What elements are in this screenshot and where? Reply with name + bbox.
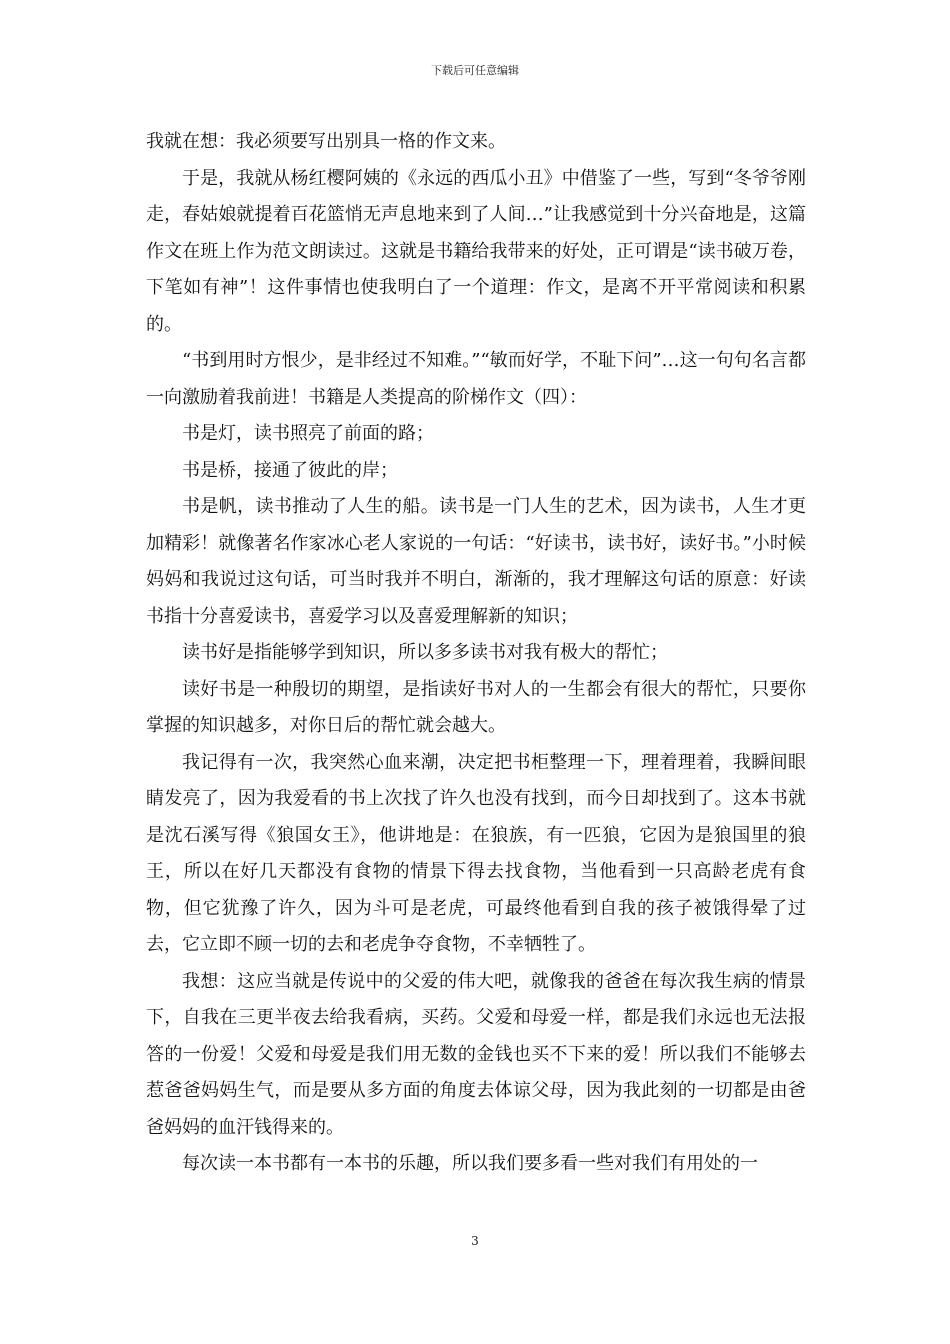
paragraph-10: 我想：这应当就是传说中的父爱的伟大吧，就像我的爸爸在每次我生病的情景下，自我在三更半夜去给我看病，买药。父爱和母爱一样，都是我们永远也无法报答的一份爱！父爱和母爱是我们用无数的金钱也买不下来的爱！所以我们不能够去惹爸爸妈妈生气，而是要从多方面的角度去体谅父母，因为我此刻的一切都是由爸爸妈妈的血汗钱得来的。 bbox=[146, 970, 806, 1138]
paragraph-1: 我就在想：我必须要写出别具一格的作文来。 bbox=[146, 131, 506, 152]
paragraph-4: 书是灯，读书照亮了前面的路； bbox=[182, 423, 434, 444]
paragraph-2: 于是，我就从杨红樱阿姨的《永远的西瓜小丑》中借鉴了一些，写到“冬爷爷刚走，春姑娘就提着百花篮悄无声息地来到了人间…”让我感觉到十分兴奋地是，这篇作文在班上作为范文朗读过。这就是书籍给我带来的好处，正可谓是“读书破万卷，下笔如有神”！这件事情也使我明白了一个道理：作文，是离不开平常阅读和积累的。 bbox=[146, 167, 806, 335]
paragraph-7: 读书好是指能够学到知识，所以多多读书对我有极大的帮忙； bbox=[182, 642, 668, 663]
paragraph-11: 每次读一本书都有一本书的乐趣，所以我们要多看一些对我们有用处的一 bbox=[182, 1153, 758, 1174]
page-header: 下载后可任意编辑 bbox=[431, 64, 519, 77]
body-text bbox=[146, 124, 806, 1183]
paragraph-5: 书是桥，接通了彼此的岸； bbox=[182, 459, 398, 481]
page-number: 3 bbox=[471, 1234, 479, 1248]
paragraph-3: “书到用时方恨少，是非经过不知难。”“敏而好学，不耻下问”…这一句句名言都一向激励着我前进！书籍是人类提高的阶梯作文（四）： bbox=[146, 350, 806, 408]
paragraph-8: 读好书是一种殷切的期望，是指读好书对人的一生都会有很大的帮忙，只要你掌握的知识越多，对你日后的帮忙就会越大。 bbox=[146, 678, 806, 736]
paragraph-6: 书是帆，读书推动了人生的船。读书是一门人生的艺术，因为读书，人生才更加精彩！就像著名作家冰心老人家说的一句话：“好读书，读书好，读好书。”小时候妈妈和我说过这句话，可当时我并不明白，渐渐的，我才理解这句话的原意：好读书指十分喜爱读书，喜爱学习以及喜爱理解新的知识； bbox=[146, 496, 806, 627]
paragraph-9: 我记得有一次，我突然心血来潮，决定把书柜整理一下，理着理着，我瞬间眼睛发亮了，因为我爱看的书上次找了许久也没有找到，而今日却找到了。这本书就是沈石溪写得《狼国女王》，他讲地是：在狼族，有一匹狼，它因为是狼国里的狼王，所以在好几天都没有食物的情景下得去找食物，当他看到一只高龄老虎有食物，但它犹豫了许久，因为斗可是老虎，可最终他看到自我的孩子被饿得晕了过去，它立即不顾一切的去和老虎争夺食物，不幸牺牲了。 bbox=[146, 751, 806, 955]
